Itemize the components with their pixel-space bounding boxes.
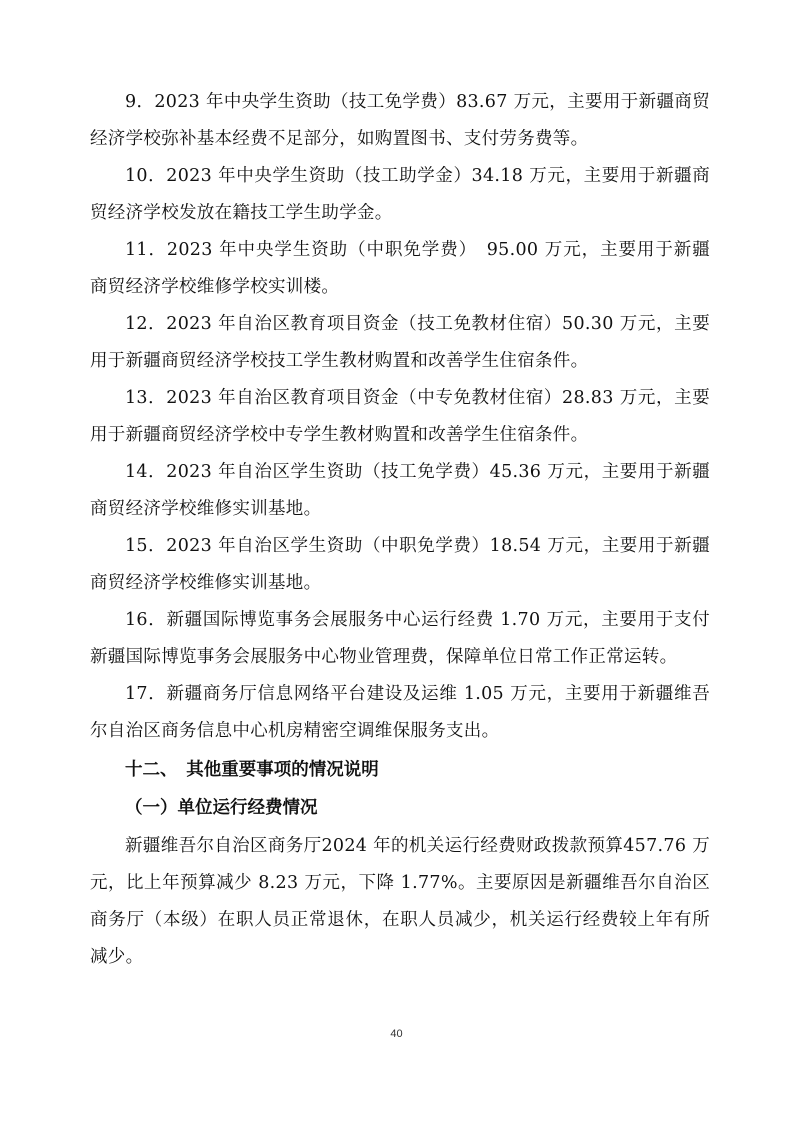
paragraph-item-17: 17．新疆商务厅信息网络平台建设及运维 1.05 万元，主要用于新疆维吾尔自治区商务信息中心机房精密空调维保服务支出。 [90, 684, 710, 741]
subsection-heading: （一）单位运行经费情况 [125, 798, 318, 818]
paragraph-item-16: 16．新疆国际博览事务会展服务中心运行经费 1.70 万元，主要用于支付新疆国际博览事务会展服务中心物业管理费，保障单位日常工作正常运转。 [90, 610, 710, 667]
section-heading: 十二、 其他重要事项的情况说明 [125, 760, 379, 780]
paragraph-item-15: 15．2023 年自治区学生资助（中职免学费）18.54 万元，主要用于新疆商贸经济学校维修实训基地。 [90, 536, 710, 593]
paragraph-item-9: 9．2023 年中央学生资助（技工免学费）83.67 万元，主要用于新疆商贸经济学校弥补基本经费不足部分，如购置图书、支付劳务费等。 [90, 92, 710, 149]
paragraph-item-10: 10．2023 年中央学生资助（技工助学金）34.18 万元，主要用于新疆商贸经济学校发放在籍技工学生助学金。 [90, 166, 710, 223]
body-paragraph: 新疆维吾尔自治区商务厅2024 年的机关运行经费财政拨款预算457.76 万元，比上年预算减少 8.23 万元，下降 1.77%。主要原因是新疆维吾尔自治区商务厅（本级）在职人员正常退休，在职人员减少，机关运行经费较上年有所减少。 [90, 836, 710, 967]
paragraph-item-11: 11．2023 年中央学生资助（中职免学费） 95.00 万元，主要用于新疆商贸经济学校维修学校实训楼。 [90, 240, 710, 297]
paragraph-item-12: 12．2023 年自治区教育项目资金（技工免教材住宿）50.30 万元，主要用于新疆商贸经济学校技工学生教材购置和改善学生住宿条件。 [90, 314, 710, 371]
paragraph-item-13: 13．2023 年自治区教育项目资金（中专免教材住宿）28.83 万元，主要用于新疆商贸经济学校中专学生教材购置和改善学生住宿条件。 [90, 388, 710, 445]
page-number: 40 [390, 1028, 403, 1040]
paragraph-item-14: 14．2023 年自治区学生资助（技工免学费）45.36 万元，主要用于新疆商贸经济学校维修实训基地。 [90, 462, 710, 519]
